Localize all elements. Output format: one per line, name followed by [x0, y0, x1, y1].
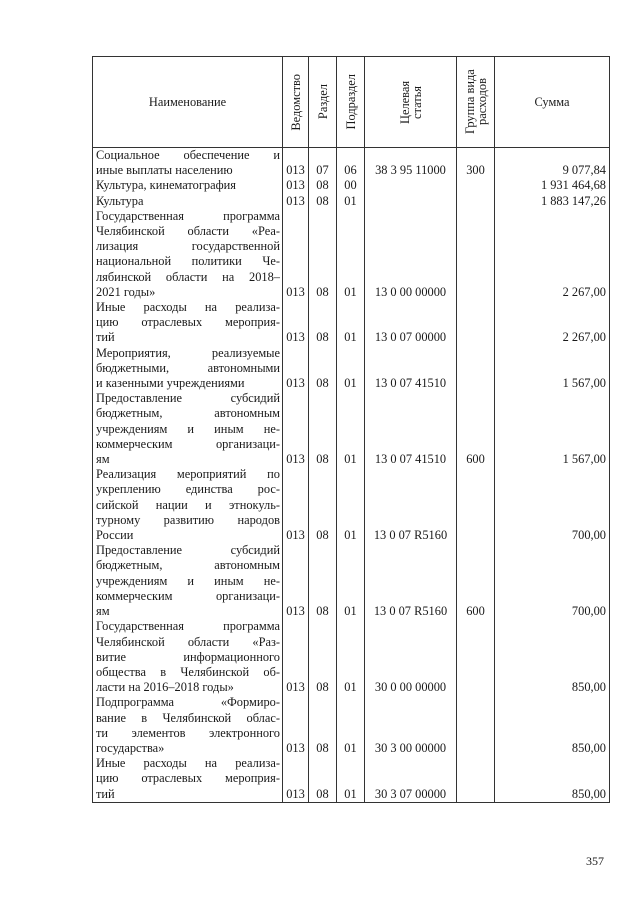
- row-gruppa: [457, 194, 495, 209]
- row-name: [93, 756, 283, 802]
- row-gruppa: 600: [457, 391, 495, 467]
- page-number: 357: [586, 854, 604, 868]
- row-name-line: цию отраслевых мероприя-: [96, 771, 280, 786]
- row-razdel: 08: [309, 467, 337, 543]
- row-name-line: Культура, кинематография: [96, 178, 236, 193]
- row-name: [93, 467, 283, 543]
- row-name-line: коммерческим организаци-: [96, 588, 280, 603]
- row-gruppa: [457, 467, 495, 543]
- row-name-line: бюджетным, автономным: [96, 558, 280, 573]
- row-name-line: Государственная программа: [96, 208, 280, 223]
- row-celevaya: 30 3 07 00000: [365, 756, 457, 802]
- row-summa: 1 567,00: [495, 346, 610, 392]
- row-name-line: ласти на 2016–2018 годы»: [96, 680, 234, 695]
- row-name-line: лябинской области на 2018–: [96, 269, 280, 284]
- row-name-line: Реализация мероприятий по: [96, 467, 280, 482]
- row-name-line: государства»: [96, 740, 165, 755]
- row-name: [93, 178, 283, 193]
- row-razdel: 08: [309, 300, 337, 346]
- row-name-line: учреждениям и иным не-: [96, 573, 280, 588]
- row-name: [93, 209, 283, 300]
- row-celevaya: 13 0 07 00000: [365, 300, 457, 346]
- row-name-line: Мероприятия, реализуемые: [96, 345, 280, 360]
- row-celevaya: 30 0 00 00000: [365, 619, 457, 695]
- header-celevaya: Целевая статья: [365, 57, 457, 148]
- row-ved: 013: [283, 148, 309, 179]
- table-row: [93, 300, 610, 346]
- table-row: [93, 756, 610, 802]
- row-name-line: Подпрограмма «Формиро-: [96, 695, 280, 710]
- row-celevaya: 13 0 07 41510: [365, 346, 457, 392]
- table-row: [93, 194, 610, 209]
- row-name-line: ти элементов электронного: [96, 725, 280, 740]
- row-ved: 013: [283, 346, 309, 392]
- table-row: [93, 346, 610, 392]
- table-row: [93, 391, 610, 467]
- row-name-line: 2021 годы»: [96, 284, 156, 299]
- row-razdel: 08: [309, 209, 337, 300]
- row-name-line: Иные расходы на реализа-: [96, 756, 280, 771]
- row-name-line: цию отраслевых мероприя-: [96, 315, 280, 330]
- row-name-line: лизация государственной: [96, 239, 280, 254]
- row-podrazdel: 01: [337, 467, 365, 543]
- row-razdel: 08: [309, 346, 337, 392]
- row-gruppa: [457, 178, 495, 193]
- row-name-line: национальной политики Че-: [96, 254, 280, 269]
- table-row: [93, 619, 610, 695]
- row-summa: 700,00: [495, 543, 610, 619]
- row-summa: 850,00: [495, 619, 610, 695]
- row-name-line: иные выплаты населению: [96, 163, 233, 178]
- row-celevaya: 38 3 95 11000: [365, 148, 457, 179]
- row-podrazdel: 01: [337, 194, 365, 209]
- row-ved: 013: [283, 543, 309, 619]
- row-podrazdel: 01: [337, 695, 365, 756]
- header-razdel: Раздел: [309, 57, 337, 148]
- header-name: Наименование: [93, 57, 283, 148]
- table-row: [93, 178, 610, 193]
- row-name: [93, 543, 283, 619]
- row-name-line: Социальное обеспечение и: [96, 148, 280, 162]
- row-gruppa: [457, 300, 495, 346]
- row-name-line: Культура: [96, 193, 144, 208]
- row-summa: 700,00: [495, 467, 610, 543]
- row-podrazdel: 01: [337, 543, 365, 619]
- row-celevaya: [365, 194, 457, 209]
- row-gruppa: 600: [457, 543, 495, 619]
- row-ved: 013: [283, 194, 309, 209]
- header-gruppa: Группа вида расходов: [457, 57, 495, 148]
- row-name-line: Челябинской области «Реа-: [96, 224, 280, 239]
- row-gruppa: 300: [457, 148, 495, 179]
- row-summa: 1 567,00: [495, 391, 610, 467]
- row-name-line: ям: [96, 452, 110, 467]
- row-gruppa: [457, 695, 495, 756]
- row-summa: 9 077,84: [495, 148, 610, 179]
- row-ved: 013: [283, 756, 309, 802]
- row-name-line: сийской нации и этнокуль-: [96, 497, 280, 512]
- row-name-line: общества в Челябинской об-: [96, 664, 280, 679]
- row-podrazdel: 01: [337, 346, 365, 392]
- row-gruppa: [457, 619, 495, 695]
- row-razdel: 08: [309, 194, 337, 209]
- row-ved: 013: [283, 695, 309, 756]
- row-ved: 013: [283, 619, 309, 695]
- row-razdel: 07: [309, 148, 337, 179]
- row-razdel: 08: [309, 391, 337, 467]
- row-name-line: России: [96, 528, 134, 543]
- table-header: [93, 57, 610, 148]
- budget-table: [92, 56, 610, 803]
- row-razdel: 08: [309, 695, 337, 756]
- row-name-line: учреждениям и иным не-: [96, 421, 280, 436]
- row-name-line: и казенными учреждениями: [96, 376, 245, 391]
- row-celevaya: [365, 178, 457, 193]
- row-summa: 850,00: [495, 695, 610, 756]
- row-name-line: Предоставление субсидий: [96, 543, 280, 558]
- row-name-line: Челябинской области «Раз-: [96, 634, 280, 649]
- row-summa: 2 267,00: [495, 300, 610, 346]
- table-row: [93, 467, 610, 543]
- row-name-line: Предоставление субсидий: [96, 391, 280, 406]
- row-name-line: укреплению единства рос-: [96, 482, 280, 497]
- row-gruppa: [457, 209, 495, 300]
- table-row: [93, 148, 610, 179]
- row-name-line: тий: [96, 786, 115, 801]
- header-ved: Ведомство: [283, 57, 309, 148]
- row-name: [93, 695, 283, 756]
- row-podrazdel: 01: [337, 391, 365, 467]
- row-podrazdel: 01: [337, 756, 365, 802]
- row-name-line: бюджетным, автономным: [96, 406, 280, 421]
- row-summa: 1 931 464,68: [495, 178, 610, 193]
- row-name: [93, 346, 283, 392]
- row-name-line: вание в Челябинской облас-: [96, 710, 280, 725]
- row-summa: 1 883 147,26: [495, 194, 610, 209]
- header-podrazdel: Подраздел: [337, 57, 365, 148]
- row-name-line: тий: [96, 330, 115, 345]
- row-razdel: 08: [309, 756, 337, 802]
- row-name: [93, 391, 283, 467]
- row-celevaya: 13 0 00 00000: [365, 209, 457, 300]
- row-razdel: 08: [309, 178, 337, 193]
- header-summa: Сумма: [495, 57, 610, 148]
- row-celevaya: 13 0 07 R5160: [365, 467, 457, 543]
- table-row: [93, 209, 610, 300]
- row-razdel: 08: [309, 619, 337, 695]
- row-name-line: Государственная программа: [96, 619, 280, 634]
- row-summa: 850,00: [495, 756, 610, 802]
- row-name-line: бюджетными, автономными: [96, 360, 280, 375]
- row-gruppa: [457, 346, 495, 392]
- row-ved: 013: [283, 467, 309, 543]
- row-name-line: турному развитию народов: [96, 512, 280, 527]
- row-ved: 013: [283, 300, 309, 346]
- table-row: [93, 695, 610, 756]
- row-name: [93, 148, 283, 179]
- table-row: [93, 543, 610, 619]
- row-podrazdel: 01: [337, 209, 365, 300]
- row-name: [93, 300, 283, 346]
- row-ved: 013: [283, 178, 309, 193]
- row-razdel: 08: [309, 543, 337, 619]
- row-name-line: коммерческим организаци-: [96, 436, 280, 451]
- row-celevaya: 13 0 07 41510: [365, 391, 457, 467]
- row-summa: 2 267,00: [495, 209, 610, 300]
- row-podrazdel: 01: [337, 619, 365, 695]
- row-ved: 013: [283, 209, 309, 300]
- row-gruppa: [457, 756, 495, 802]
- row-name: [93, 194, 283, 209]
- row-ved: 013: [283, 391, 309, 467]
- row-name-line: витие информационного: [96, 649, 280, 664]
- row-celevaya: 30 3 00 00000: [365, 695, 457, 756]
- row-name-line: Иные расходы на реализа-: [96, 300, 280, 315]
- row-podrazdel: 01: [337, 300, 365, 346]
- row-podrazdel: 06: [337, 148, 365, 179]
- row-celevaya: 13 0 07 R5160: [365, 543, 457, 619]
- row-name-line: ям: [96, 604, 110, 619]
- row-podrazdel: 00: [337, 178, 365, 193]
- row-name: [93, 619, 283, 695]
